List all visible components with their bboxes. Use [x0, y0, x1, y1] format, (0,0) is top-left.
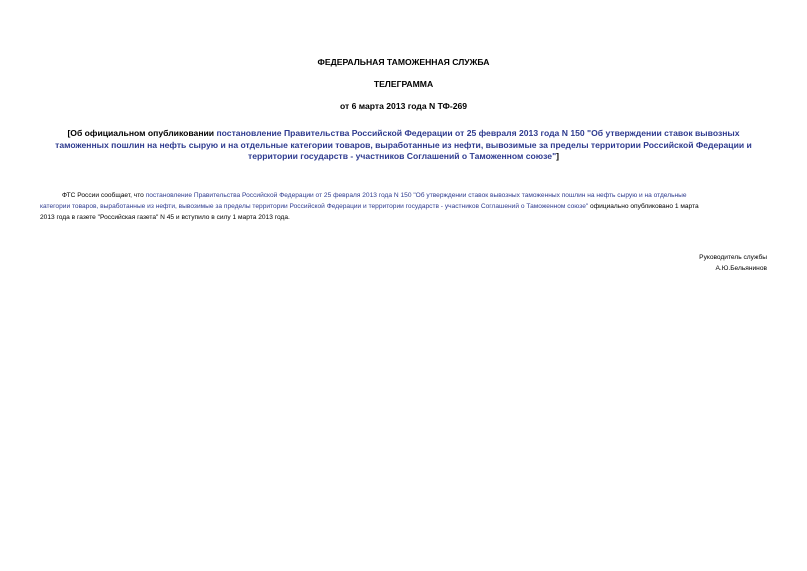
- body-intro-text: ФТС России сообщает, что: [62, 192, 146, 199]
- body-decree-link-cont[interactable]: категории товаров, выработанные из нефти, вывозимые за пределы территории Российской Федерации и территории государств - участников Соглашений о Таможенном союзе": [40, 203, 589, 210]
- signatory-name: А.Ю.Бельянинов: [715, 264, 767, 272]
- body-paragraph: [40, 190, 767, 223]
- subject-open-text: [Об официальном опубликовании: [67, 128, 217, 138]
- signatory-position: Руководитель службы: [699, 254, 767, 261]
- agency-title: ФЕДЕРАЛЬНАЯ ТАМОЖЕННАЯ СЛУЖБА: [317, 57, 490, 67]
- subject-row-1: [40, 128, 767, 140]
- document-subject: [40, 128, 767, 163]
- body-row-2: [40, 201, 767, 212]
- body-row-3: 2013 года в газете "Российская газета" N 45 и вступило в силу 1 марта 2013 года.: [40, 214, 290, 221]
- document-type: ТЕЛЕГРАММА: [373, 79, 434, 89]
- signature-block: [699, 253, 767, 274]
- subject-decree-link[interactable]: постановление Правительства Российской Федерации от 25 февраля 2013 года N 150 "Об утверждении ставок вывозных: [216, 128, 740, 138]
- subject-row-3: [40, 151, 767, 163]
- document-date-number: от 6 марта 2013 года N ТФ-269: [339, 101, 468, 111]
- subject-close-bracket: ]: [556, 151, 560, 161]
- subject-row-2: [40, 140, 767, 152]
- subject-decree-link-cont[interactable]: таможенных пошлин на нефть сырую и на отдельные категории товаров, выработанные из нефти, вывозимые за пределы территории Российской Федерации и: [55, 139, 752, 150]
- subject-decree-link-end[interactable]: территории государств - участников Соглашений о Таможенном союзе": [247, 151, 557, 161]
- body-row-1: [40, 190, 767, 201]
- body-published-text: официально опубликовано 1 марта: [588, 203, 699, 210]
- body-decree-link[interactable]: постановление Правительства Российской Федерации от 25 февраля 2013 года N 150 "Об утверждении ставок вывозных таможенных пошлин на нефть сырую и на отдельные: [145, 192, 687, 199]
